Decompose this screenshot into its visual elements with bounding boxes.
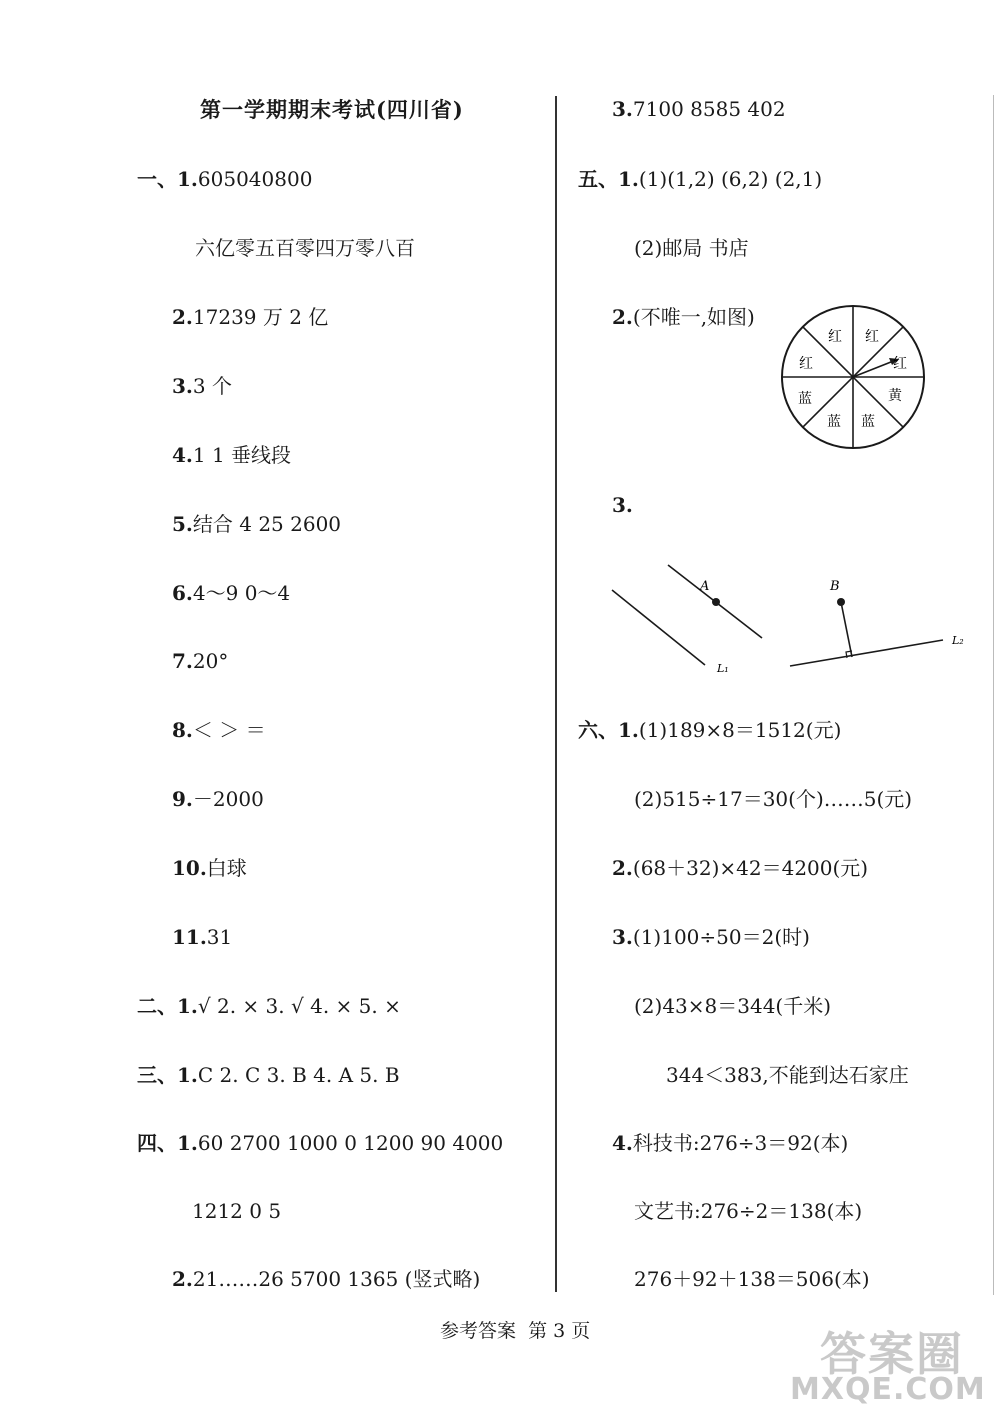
answer-line: 4.科技书:276÷3＝92(本)	[612, 1131, 849, 1155]
answer-line: 3.(1)100÷50＝2(时)	[612, 925, 810, 949]
answer-line: 10.白球	[172, 856, 247, 880]
point-a-label: A	[700, 579, 710, 594]
answer-line: 8.＜ ＞ ＝	[172, 718, 266, 742]
footer-label: 参考答案	[440, 1320, 517, 1342]
answer-line: 276＋92＋138＝506(本)	[634, 1267, 870, 1291]
geometry-figure	[600, 560, 975, 680]
spinner-wheel	[778, 302, 928, 452]
answer-line: 四、1.60 2700 1000 0 1200 90 4000	[137, 1131, 504, 1155]
parallel-line	[612, 590, 705, 665]
answer-line: 7.20°	[172, 649, 229, 673]
answer-line: 9.－2000	[172, 787, 264, 811]
answer-line: 3.	[612, 493, 633, 517]
answer-line: 344＜383,不能到达石家庄	[666, 1063, 909, 1087]
spinner-pointer	[853, 360, 896, 377]
column-divider	[555, 96, 557, 1292]
answer-line: (2)邮局 书店	[634, 236, 749, 260]
wheel-sector-label: 蓝	[798, 391, 812, 407]
wheel-sector-label: 蓝	[827, 414, 841, 430]
line2-label: L₂	[952, 634, 964, 647]
answer-line: 六、1.(1)189×8＝1512(元)	[578, 718, 842, 742]
page-footer	[440, 1316, 590, 1343]
answer-line: 六亿零五百零四万零八百	[195, 236, 415, 260]
answer-line: 6.4～9 0～4	[172, 581, 291, 605]
watermark-url: MXQE.COM	[790, 1372, 986, 1407]
watermark-logo: 答案圈	[820, 1327, 964, 1381]
answer-line: (2)43×8＝344(千米)	[634, 994, 832, 1018]
answer-line: 2.17239 万 2 亿	[172, 305, 329, 329]
answer-line: 2.21……26 5700 1365 (竖式略)	[172, 1267, 481, 1291]
point-b-label: B	[830, 579, 840, 594]
wheel-sector-label: 蓝	[861, 414, 875, 430]
page-edge-line	[993, 95, 994, 1295]
wheel-sector-label: 红	[865, 329, 879, 345]
answer-line: 三、1.C 2. C 3. B 4. A 5. B	[137, 1063, 400, 1087]
answer-line: 11.31	[172, 925, 233, 949]
perpendicular-line	[841, 602, 852, 657]
wheel-sector-label: 红	[893, 356, 907, 372]
page-number: 第 3 页	[528, 1320, 591, 1342]
wheel-sector-label: 红	[799, 356, 813, 372]
answer-line: (2)515÷17＝30(个)……5(元)	[634, 787, 913, 811]
answer-line: 2.(不唯一,如图)	[612, 305, 755, 329]
answer-line: 2.(68＋32)×42＝4200(元)	[612, 856, 869, 880]
answer-line: 3.7100 8585 402	[612, 97, 786, 121]
answer-line: 1212 0 5	[192, 1199, 282, 1223]
point-a	[712, 598, 720, 606]
line-l2	[790, 640, 943, 666]
line1-label: L₁	[717, 662, 729, 675]
answer-line: 5.结合 4 25 2600	[172, 512, 342, 536]
answer-line: 文艺书:276÷2＝138(本)	[634, 1199, 863, 1223]
answer-line: 4.1 1 垂线段	[172, 443, 292, 467]
page-title: 第一学期期末考试(四川省)	[200, 97, 464, 122]
answer-line: 一、1.605040800	[137, 167, 313, 191]
answer-line: 五、1.(1)(1,2) (6,2) (2,1)	[578, 167, 823, 191]
answer-line: 3.3 个	[172, 374, 232, 398]
answer-line: 二、1.√ 2. × 3. √ 4. × 5. ×	[137, 994, 401, 1018]
wheel-sector-label: 红	[828, 329, 842, 345]
wheel-sector-label: 黄	[888, 388, 902, 404]
